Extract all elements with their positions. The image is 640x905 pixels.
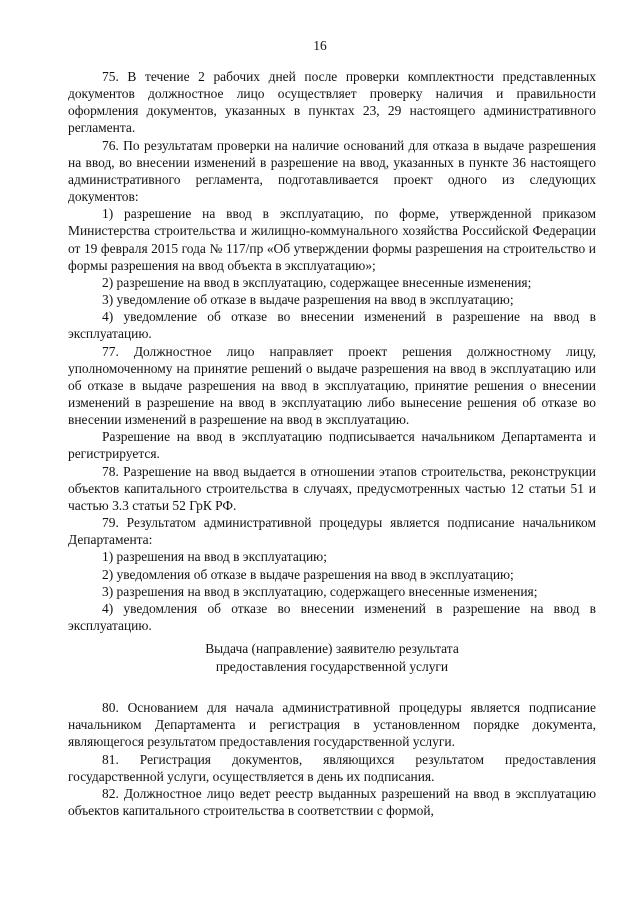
spacer	[68, 675, 596, 699]
paragraph-77-signing: Разрешение на ввод в эксплуатацию подписывается начальником Департамента и регистрируется.	[68, 429, 596, 462]
list-item-76-1: 1) разрешение на ввод в эксплуатацию, по форме, утвержденной приказом Министерства строительства и жилищно-коммунального хозяйства Российской Федерации от 19 февраля 2015 года № 117/пр «Об утверждении формы разрешения на строительство и формы разрешения на ввод объекта в эксплуатацию»;	[68, 206, 596, 273]
paragraph-77: 77. Должностное лицо направляет проект решения должностному лицу, уполномоченному на принятие решений о выдаче разрешения на ввод в эксплуатацию или об отказе в выдаче разрешения на ввод в эксплуатацию, принятие решения о внесении изменений в разрешение на ввод в эксплуатацию либо вынесение решения об отказе во внесении изменений в разрешение на ввод в эксплуатацию.	[68, 343, 596, 428]
list-item-76-4: 4) уведомление об отказе во внесении изменений в разрешение на ввод в эксплуатацию.	[68, 309, 596, 342]
paragraph-75: 75. В течение 2 рабочих дней после проверки комплектности представленных документов должностное лицо осуществляет проверку наличия и правильности оформления документов, указанных в пунктах 23, 29 настоящего административного регламента.	[68, 69, 596, 136]
list-item-76-2: 2) разрешение на ввод в эксплуатацию, содержащее внесенные изменения;	[102, 274, 532, 290]
section-heading-line-1: Выдача (направление) заявителю результата	[205, 641, 459, 657]
paragraph-80: 80. Основанием для начала административной процедуры является подписание начальником Департамента и регистрация в установленном порядке документа, являющегося результатом предоставления государственной услуги.	[68, 700, 596, 750]
paragraph-76: 76. По результатам проверки на наличие оснований для отказа в выдаче разрешения на ввод, во внесении изменений в разрешение на ввод, указанных в пункте 36 настоящего административного регламента, подготавливается проект одного из следующих документов:	[68, 137, 596, 205]
paragraph-78: 78. Разрешение на ввод выдается в отношении этапов строительства, реконструкции объектов капитального строительства в случаях, предусмотренных частью 12 статьи 51 и частью 3.3 статьи 52 ГрК РФ.	[68, 463, 596, 513]
paragraph-79: 79. Результатом административной процедуры является подписание начальником Департамента:	[68, 515, 596, 548]
list-item-79-4: 4) уведомления об отказе во внесении изменений в разрешение на ввод в эксплуатацию.	[68, 600, 596, 633]
paragraph-81: 81. Регистрация документов, являющихся результатом предоставления государственной услуги, осуществляется в день их подписания.	[68, 751, 596, 784]
list-item-79-1: 1) разрешения на ввод в эксплуатацию;	[102, 549, 327, 565]
section-heading	[68, 640, 596, 675]
page-number: 16	[313, 38, 327, 53]
section-heading-line-2: предоставления государственной услуги	[215, 658, 449, 674]
document-body	[68, 68, 596, 819]
paragraph-82: 82. Должностное лицо ведет реестр выданных разрешений на ввод в эксплуатацию объектов капитального строительства в соответствии с формой,	[68, 785, 596, 819]
list-item-79-3: 3) разрешения на ввод в эксплуатацию, содержащего внесенные изменения;	[102, 583, 538, 599]
list-item-76-3: 3) уведомление об отказе в выдаче разрешения на ввод в эксплуатацию;	[102, 292, 514, 308]
list-item-79-2: 2) уведомления об отказе в выдаче разрешения на ввод в эксплуатацию;	[102, 566, 514, 582]
